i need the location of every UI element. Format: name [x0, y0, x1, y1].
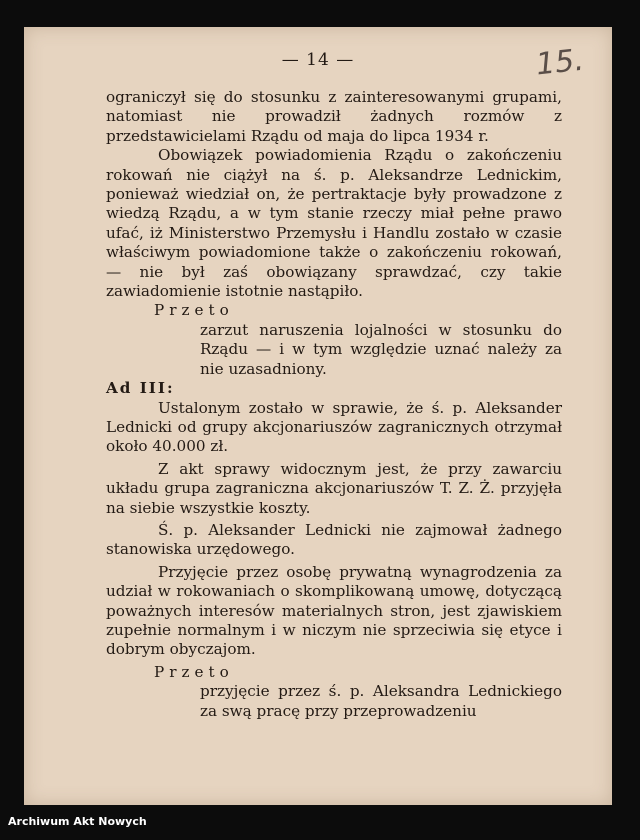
archive-watermark: Archiwum Akt Nowych	[8, 815, 147, 828]
paragraph-2: Obowiązek powiadomienia Rządu o zakończeniu rokowań nie ciążył na ś. p. Aleksandrze Lednickim, ponieważ wiedział on, że pertraktacje były prowadzone z wiedzą Rządu, a w tym stanie rzeczy miał pełne prawo ufać, iż Ministerstwo Przemysłu i Handlu zostało w czasie właściwym powiadomione także o zakończeniu rokowań, — nie był zaś obowiązany sprawdzać, czy takie zawiadomienie istotnie nastąpiło.	[106, 146, 562, 301]
przeto-label-1: Przeto	[154, 301, 234, 320]
document-page	[24, 27, 612, 805]
paragraph-1: ograniczył się do stosunku z zainteresowanymi grupami, natomiast nie prowadził żadnych rozmów z przedstawicielami Rządu od maja do lipca 1934 r.	[106, 88, 562, 145]
paragraph-3: Ustalonym zostało w sprawie, że ś. p. Aleksander Lednicki od grupy akcjonariuszów zagranicznych otrzymał około 40.000 zł.	[106, 398, 562, 456]
handwritten-page-number: 15.	[534, 42, 586, 83]
paragraph-4: Z akt sprawy widocznym jest, że przy zawarciu układu grupa zagraniczna akcjonariuszów T. Z. Ż. przyjęła na siebie wszystkie koszty.	[106, 459, 562, 517]
paragraph-6: Przyjęcie przez osobę prywatną wynagrodzenia za udział w rokowaniach o skomplikowaną umowę, dotyczącą poważnych interesów materialnych stron, jest zjawiskiem zupełnie normalnym i w niczym nie sprzeciwia się etyce i dobrym obyczajom.	[106, 562, 562, 659]
body-text	[106, 88, 562, 721]
paragraph-5: Ś. p. Aleksander Lednicki nie zajmował żadnego stanowiska urzędowego.	[106, 520, 562, 559]
page-header: — 14 —	[281, 50, 355, 70]
section-heading-ad-iii: Ad III:	[106, 379, 175, 398]
conclusion-block-2: przyjęcie przez ś. p. Aleksandra Lednickiego za swą pracę przy przeprowadzeniu	[200, 682, 562, 720]
przeto-label-2: Przeto	[154, 662, 234, 681]
conclusion-block-1: zarzut naruszenia lojalności w stosunku do Rządu — i w tym względzie uznać należy za nie uzasadniony.	[200, 320, 562, 378]
